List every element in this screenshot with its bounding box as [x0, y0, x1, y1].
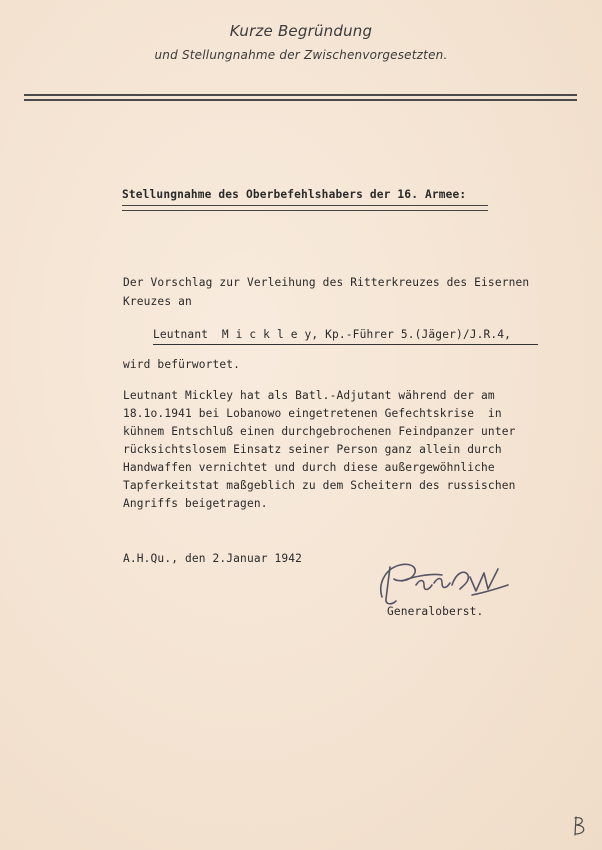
nominee-line: Leutnant M i c k l e y, Kp.-Führer 5.(Jäger)/J.R.4, [153, 328, 512, 341]
justification-line: 18.1o.1941 bei Lobanowo eingetretenen Gefechtskrise in [123, 407, 502, 420]
justification-line: Angriffs beigetragen. [123, 497, 268, 510]
justification-line: rücksichtslosem Einsatz seiner Person ganz allein durch [123, 443, 502, 456]
heading-double-underline [122, 205, 488, 211]
nominee-underline [153, 344, 538, 345]
decision-text: wird befürwortet. [123, 358, 241, 371]
header-rule-top [24, 94, 577, 96]
justification-line: Handwaffen vernichtet und durch diese außergewöhnliche [123, 461, 495, 474]
header-rule-bottom [24, 99, 577, 101]
statement-heading: Stellungnahme des Oberbefehlshabers der 16. Armee: [122, 188, 467, 201]
form-header-title: Kurze Begründung [229, 22, 373, 40]
form-header-subtitle: und Stellungnahme der Zwischenvorgesetzten. [154, 48, 448, 62]
justification-line: Leutnant Mickley hat als Batl.-Adjutant während der am [123, 389, 495, 402]
proposal-line-2: Kreuzes an [123, 295, 192, 308]
place-date: A.H.Qu., den 2.Januar 1942 [123, 552, 303, 565]
justification-line: Tapferkeitstat maßgeblich zu dem Scheitern des russischen [123, 479, 516, 492]
initial-mark [570, 814, 590, 838]
justification-line: kühnem Entschluß einen durchgebrochenen Feindpanzer unter [123, 425, 516, 438]
proposal-line-1: Der Vorschlag zur Verleihung des Ritterkreuzes des Eisernen [123, 276, 530, 289]
signatory-rank: Generaloberst. [387, 605, 484, 618]
